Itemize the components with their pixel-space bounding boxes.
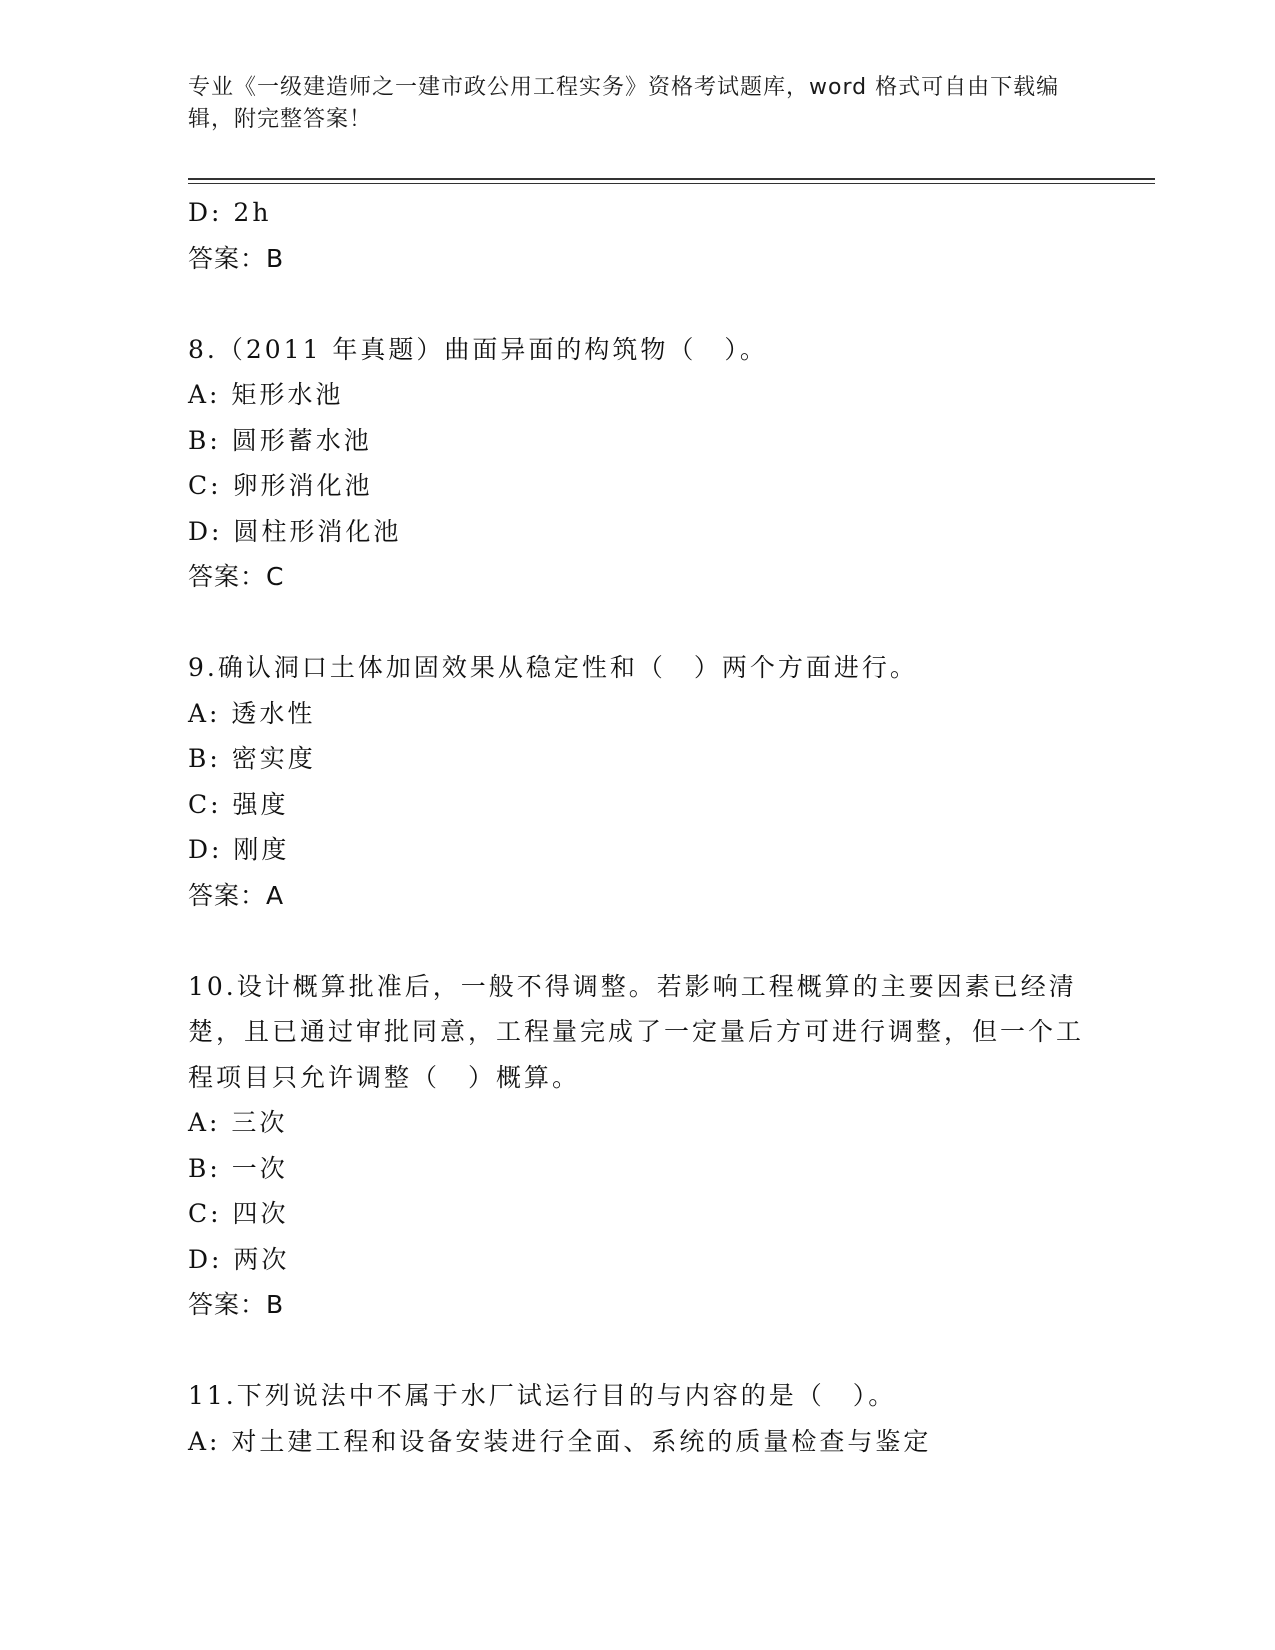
- header-rule-thin: [188, 183, 1155, 184]
- answer-q8: 答案：C: [188, 562, 285, 591]
- question-stem-10: 10.设计概算批准后，一般不得调整。若影响工程概算的主要因素已经清楚，且已通过审批同意，工程量完成了一定量后方可进行调整，但一个工程项目只允许调整（ ）概算。: [188, 971, 1085, 1092]
- option-d-q10: D: 两次: [188, 1244, 290, 1274]
- question-gap: [188, 600, 1088, 646]
- answer-q10: 答案：B: [188, 1290, 285, 1319]
- option-b-q10: B: 一次: [188, 1153, 288, 1183]
- option-c-q8: C: 卵形消化池: [188, 471, 373, 500]
- answer-q7: 答案：B: [188, 243, 285, 273]
- option-a-q11: A: 对土建工程和设备安装进行全面、系统的质量检查与鉴定: [188, 1426, 932, 1456]
- option-c-q9: C: 强度: [188, 789, 289, 819]
- question-gap: [188, 918, 1088, 964]
- option-d-q9: D: 刚度: [188, 835, 290, 864]
- option-a-q9: A: 透水性: [188, 698, 316, 728]
- option-d-q7: D: 2h: [188, 198, 272, 227]
- answer-q9: 答案：A: [188, 880, 285, 910]
- option-a-q10: A: 三次: [188, 1108, 288, 1137]
- option-b-q8: B: 圆形蓄水池: [188, 425, 372, 455]
- option-d-q8: D: 圆柱形消化池: [188, 516, 402, 546]
- option-a-q8: A: 矩形水池: [188, 380, 344, 409]
- question-gap: [188, 281, 1088, 327]
- question-stem-9: 9.确认洞口土体加固效果从稳定性和（ ）两个方面进行。: [188, 653, 918, 682]
- question-stem-11: 11.下列说法中不属于水厂试运行目的与内容的是（ ）。: [188, 1381, 897, 1410]
- page-header: 专业《一级建造师之一建市政公用工程实务》资格考试题库，word 格式可自由下载编辑，附完整答案！: [188, 75, 1060, 132]
- question-gap: [188, 1328, 1088, 1374]
- header-rule-thick: [188, 178, 1155, 180]
- question-stem-8: 8.（2011 年真题）曲面异面的构筑物（ ）。: [188, 334, 768, 364]
- option-c-q10: C: 四次: [188, 1199, 289, 1228]
- option-b-q9: B: 密实度: [188, 744, 316, 773]
- document-body: [188, 190, 1088, 1464]
